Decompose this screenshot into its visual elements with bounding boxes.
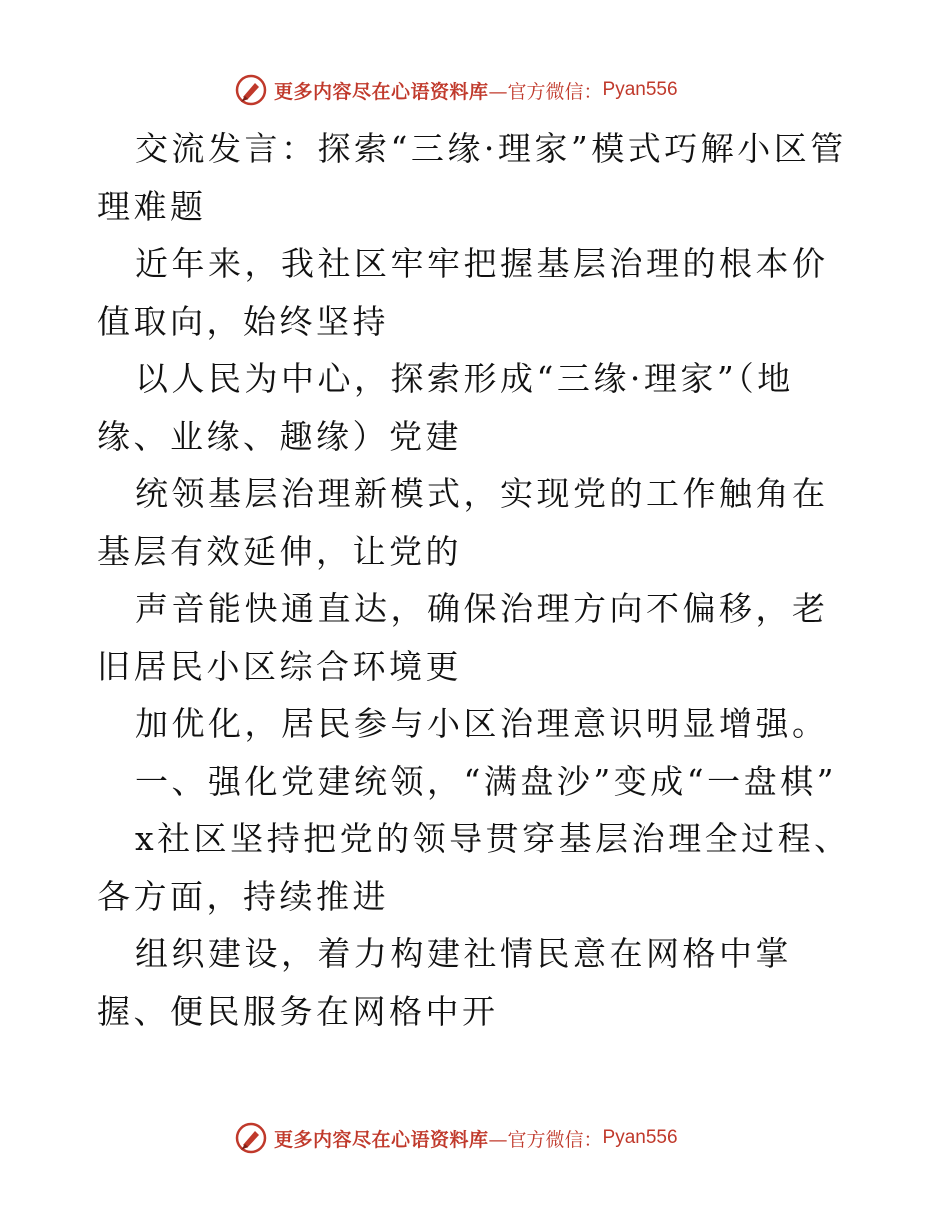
header-watermark-banner [234, 70, 734, 110]
paragraph: 近年来，我社区牢牢把握基层治理的根本价值取向，始终坚持 [97, 244, 829, 341]
banner-slogan: 更多内容尽在心语资料库 [274, 80, 489, 103]
section-heading: 一、强化党建统领，“满盘沙”变成“一盘棋” [135, 761, 837, 801]
paragraph: 声音能快通直达，确保治理方向不偏移，老旧居民小区综合环境更 [97, 589, 829, 686]
document-title: 交流发言：探索“三缘·理家”模式巧解小区管理难题 [97, 129, 847, 226]
banner-separator: —官方微信： [488, 1128, 603, 1151]
pen-logo-icon [234, 1121, 268, 1155]
document-body [97, 120, 857, 1040]
paragraph: 以人民为中心，探索形成“三缘·理家”（地缘、业缘、趣缘）党建 [97, 359, 794, 456]
banner-wechat-id: Pyan556 [602, 79, 678, 100]
paragraph: x社区坚持把党的领导贯穿基层治理全过程、各方面，持续推进 [97, 819, 851, 916]
footer-watermark-banner [234, 1118, 734, 1158]
banner-slogan: 更多内容尽在心语资料库 [274, 1128, 489, 1151]
paragraph: 组织建设，着力构建社情民意在网格中掌握、便民服务在网格中开 [97, 934, 792, 1031]
banner-separator: —官方微信： [488, 80, 603, 103]
pen-logo-icon [234, 73, 268, 107]
paragraph: 加优化，居民参与小区治理意识明显增强。 [135, 704, 829, 743]
banner-wechat-id: Pyan556 [602, 1127, 678, 1148]
paragraph: 统领基层治理新模式，实现党的工作触角在基层有效延伸，让党的 [97, 474, 829, 571]
